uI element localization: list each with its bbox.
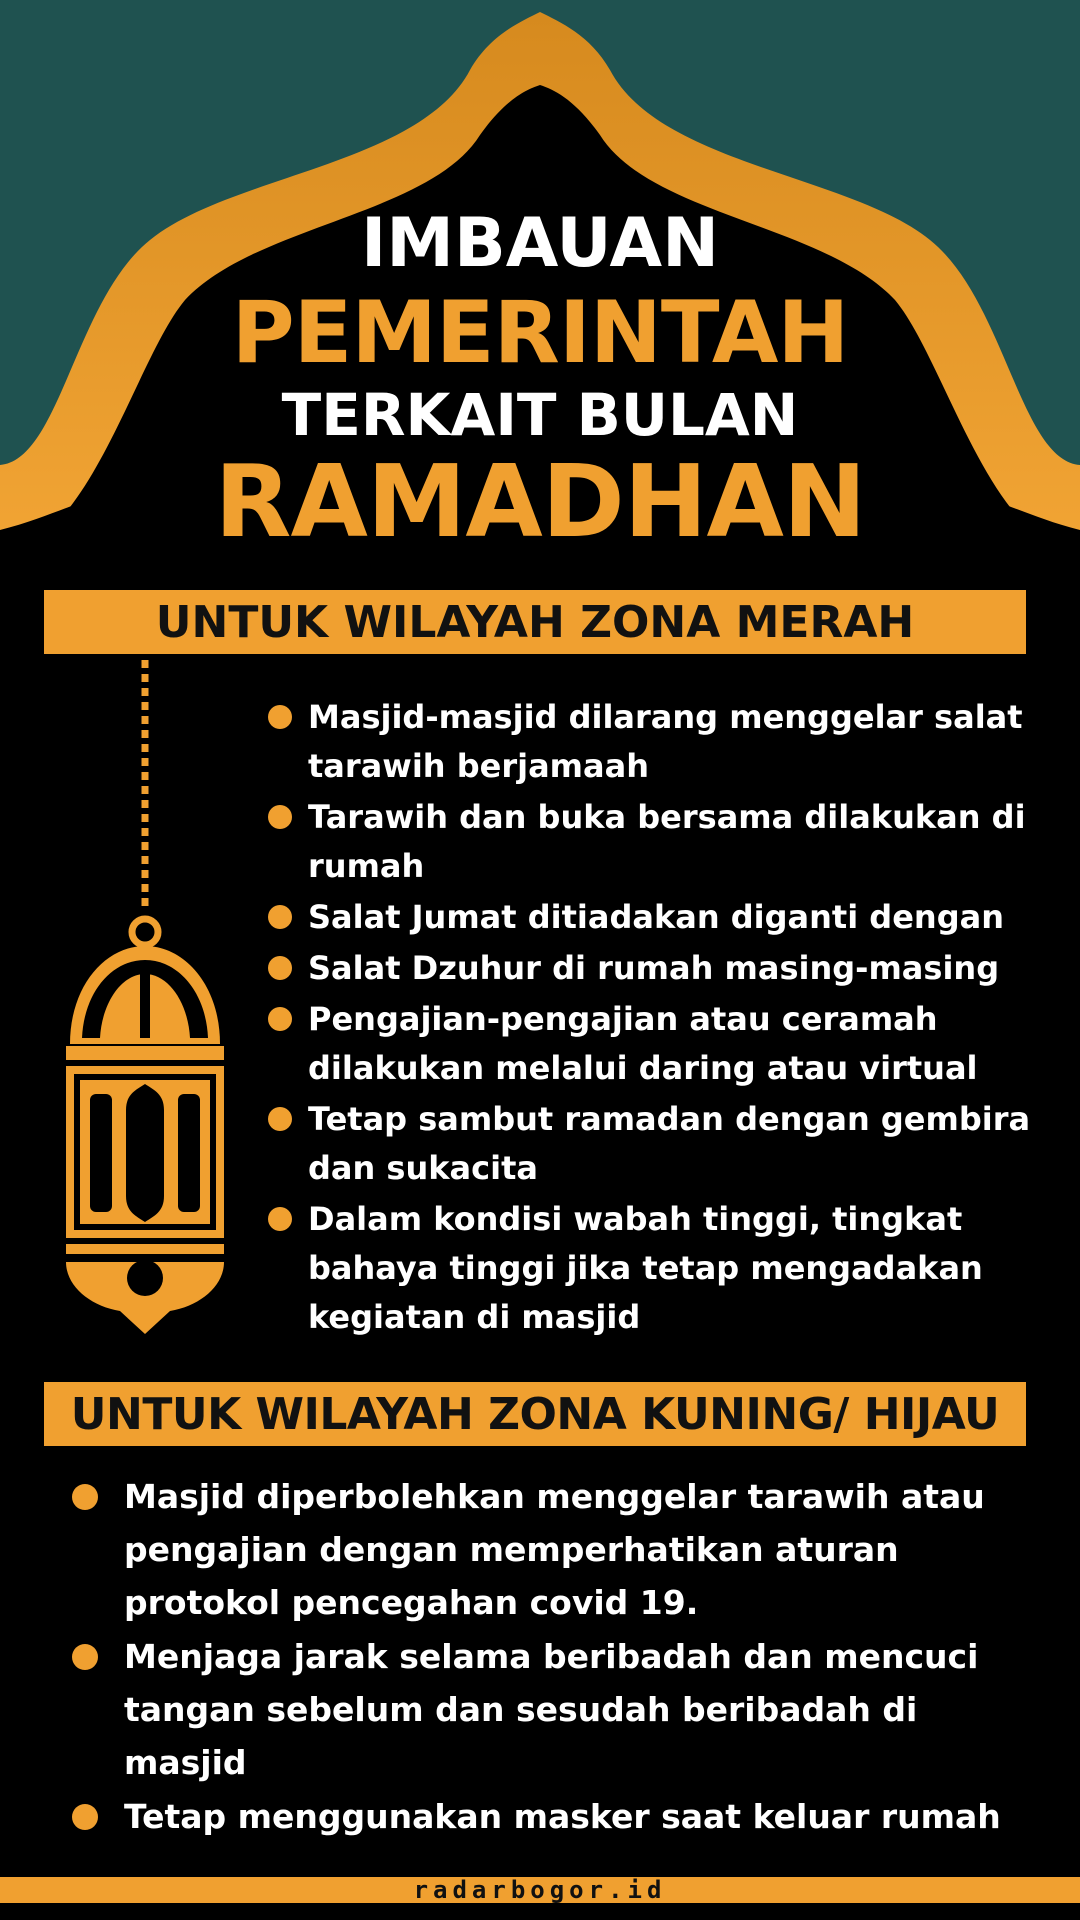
list-item [268, 693, 1038, 791]
zona-merah-heading: UNTUK WILAYAH ZONA MERAH [44, 590, 1026, 654]
list-item [268, 1195, 1038, 1342]
bullet-dot-icon [268, 1207, 292, 1231]
list-item [72, 1470, 1032, 1629]
title-block [0, 204, 1080, 560]
list-item-text: Salat Jumat ditiadakan diganti dengan [308, 898, 1004, 936]
list-item-text: Dalam kondisi wabah tinggi, tingkat bahaya tinggi jika tetap mengadakan kegiatan di masjid [308, 1200, 983, 1336]
list-item-text: Menjaga jarak selama beribadah dan mencuci tangan sebelum dan sesudah beribadah di masjid [124, 1637, 979, 1782]
list-item [268, 793, 1038, 891]
bullet-dot-icon [268, 1007, 292, 1031]
bullet-dot-icon [268, 956, 292, 980]
bullet-dot-icon [268, 705, 292, 729]
list-item-text: Tetap sambut ramadan dengan gembira dan sukacita [308, 1100, 1031, 1187]
bullet-dot-icon [268, 1107, 292, 1131]
list-item [268, 944, 1038, 993]
list-item [72, 1630, 1032, 1789]
list-item-text: Salat Dzuhur di rumah masing-masing [308, 949, 1000, 987]
list-item [268, 893, 1038, 942]
list-item-text: Masjid-masjid dilarang menggelar salat tarawih berjamaah [308, 698, 1023, 785]
title-line-terkait-bulan: TERKAIT BULAN [281, 381, 799, 449]
bullet-dot-icon [72, 1484, 98, 1510]
list-item-text: Pengajian-pengajian atau ceramah dilakukan melalui daring atau virtual [308, 1000, 978, 1087]
list-item [268, 995, 1038, 1093]
footer-bar [0, 1877, 1080, 1903]
zona-kuning-hijau-list [72, 1470, 1032, 1844]
list-item-text: Tarawih dan buka bersama dilakukan di rumah [308, 798, 1026, 885]
title-line-pemerintah: PEMERINTAH [231, 283, 849, 383]
title-line-imbauan: IMBAUAN [361, 204, 719, 283]
list-item [268, 1095, 1038, 1193]
list-item [72, 1790, 1032, 1843]
list-item-text: Masjid diperbolehkan menggelar tarawih atau pengajian dengan memperhatikan aturan protokol pencegahan covid 19. [124, 1477, 985, 1622]
zona-merah-list [268, 693, 1038, 1344]
bullet-dot-icon [72, 1804, 98, 1830]
bullet-dot-icon [268, 905, 292, 929]
zona-kuning-hijau-heading: UNTUK WILAYAH ZONA KUNING/ HIJAU [44, 1382, 1026, 1446]
list-item-text: Tetap menggunakan masker saat keluar rumah [124, 1797, 1001, 1836]
title-line-ramadhan: RAMADHAN [214, 443, 866, 560]
bullet-dot-icon [72, 1644, 98, 1670]
footer-source: radarbogor.id [413, 1876, 667, 1904]
bullet-dot-icon [268, 805, 292, 829]
lantern-icon [60, 656, 230, 1336]
